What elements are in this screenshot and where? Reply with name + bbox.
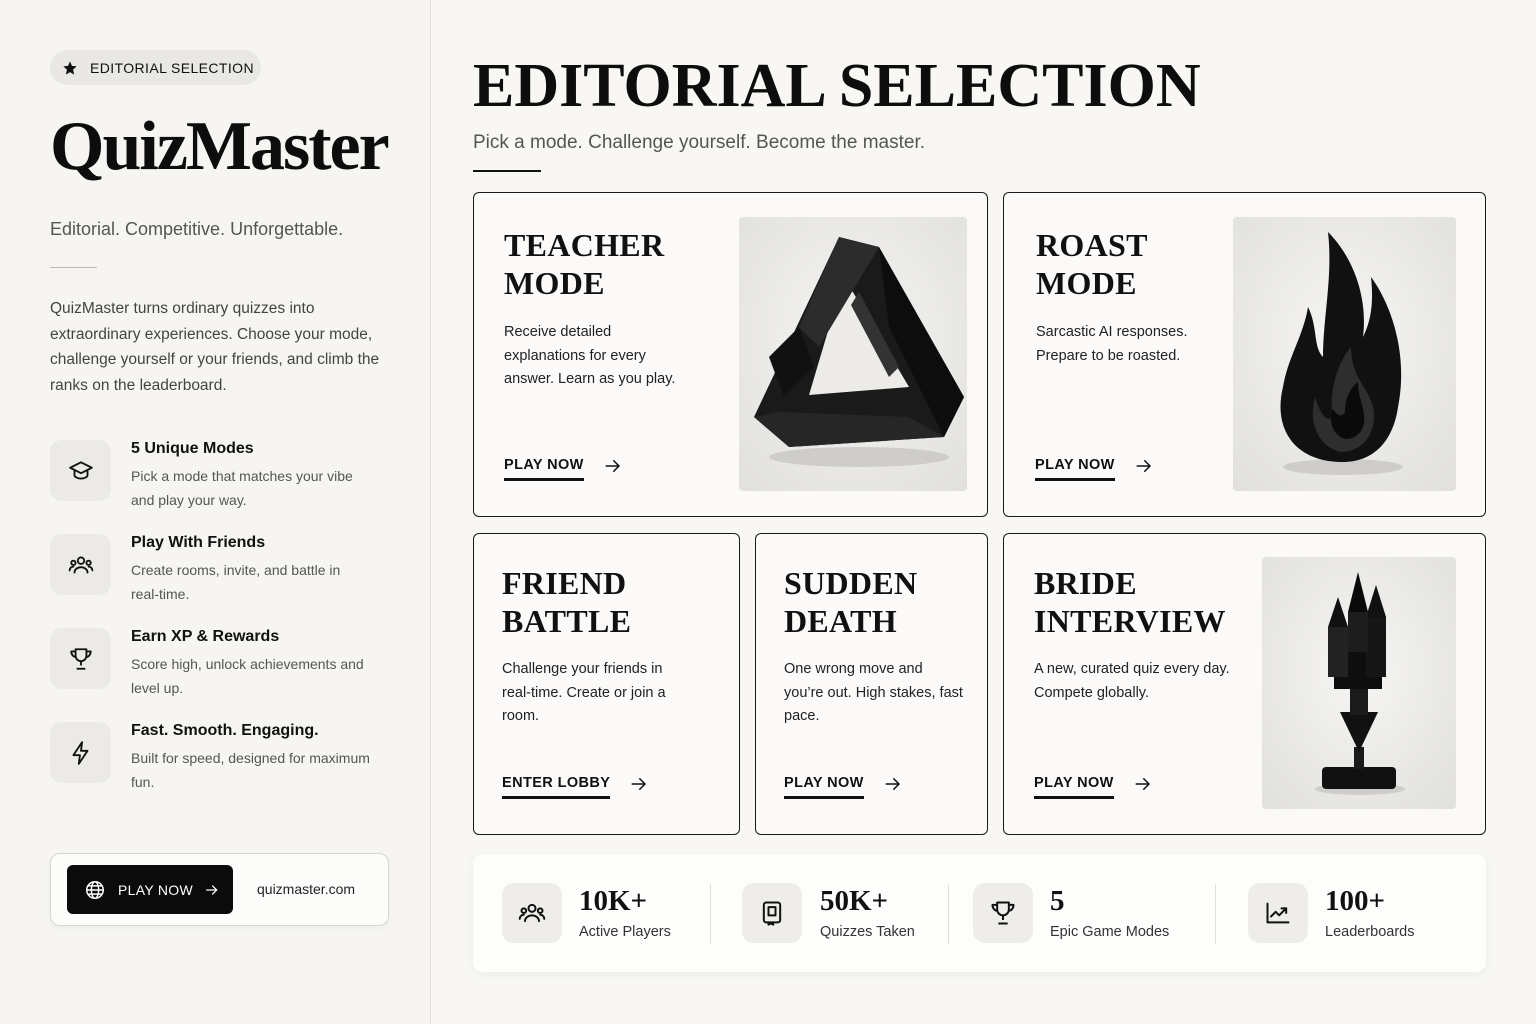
- badge-label: EDITORIAL SELECTION: [90, 59, 254, 76]
- enter-lobby-link[interactable]: ENTER LOBBY: [502, 775, 648, 799]
- feature-title: Play With Friends: [131, 534, 266, 551]
- users-icon: [50, 534, 111, 595]
- feature-desc: Create rooms, invite, and battle in real-time.: [131, 562, 341, 602]
- card-title: ROAST MODE: [1036, 227, 1148, 301]
- arrow-right-icon: [884, 775, 902, 793]
- feature-desc: Pick a mode that matches your vibe and play your way.: [131, 468, 353, 508]
- flame-sculpture-image: [1233, 217, 1456, 491]
- star-icon: [62, 60, 78, 76]
- cta-panel: [50, 853, 389, 926]
- page-title: EDITORIAL SELECTION: [473, 52, 1201, 120]
- feature-item: [50, 722, 390, 792]
- stat-divider: [710, 884, 711, 944]
- brand-logo: QuizMaster: [50, 108, 388, 185]
- feature-item: [50, 628, 390, 698]
- trophy-icon: [50, 628, 111, 689]
- site-link[interactable]: quizmaster.com: [257, 881, 356, 897]
- trending-chart-icon: [1248, 883, 1308, 943]
- stats-bar: [473, 854, 1486, 972]
- stat-label: Epic Game Modes: [1050, 924, 1170, 940]
- penrose-sculpture-image: [739, 217, 967, 491]
- trophy-icon: [973, 883, 1033, 943]
- card-title: FRIEND BATTLE: [502, 565, 632, 639]
- brand-tagline: Editorial. Competitive. Unforgettable.: [50, 219, 344, 239]
- tower-sculpture-image: [1262, 557, 1456, 809]
- arrow-right-icon: [205, 883, 219, 897]
- arrow-right-icon: [1135, 457, 1153, 475]
- intro-text: QuizMaster turns ordinary quizzes into extraordinary experiences. Choose your mode, challenge yourself or your friends, and climb the ranks on the leaderboard.: [50, 300, 380, 394]
- mode-card-teacher[interactable]: [473, 192, 988, 517]
- feature-title: Earn XP & Rewards: [131, 628, 280, 645]
- card-desc: Challenge your friends in real-time. Create or join a room.: [502, 661, 666, 724]
- feature-item: [50, 440, 390, 510]
- sidebar: [0, 0, 431, 1024]
- arrow-right-icon: [1134, 775, 1152, 793]
- play-now-button[interactable]: [67, 865, 233, 914]
- stat-value: 5: [1050, 885, 1065, 917]
- lightning-icon: [50, 722, 111, 783]
- card-desc: A new, curated quiz every day. Compete globally.: [1034, 661, 1230, 701]
- mode-card-sudden-death[interactable]: [755, 533, 988, 835]
- quiz-book-icon: [742, 883, 802, 943]
- divider: [50, 267, 97, 268]
- title-underline: [473, 170, 541, 172]
- play-now-link[interactable]: PLAY NOW: [1035, 457, 1153, 481]
- stat-divider: [1215, 884, 1216, 944]
- feature-title: 5 Unique Modes: [131, 440, 254, 457]
- stat-divider: [948, 884, 949, 944]
- editorial-badge: [50, 50, 261, 85]
- globe-icon: [84, 879, 106, 901]
- card-desc: One wrong move and you’re out. High stakes, fast pace.: [784, 661, 963, 724]
- stat-value: 100+: [1325, 885, 1386, 917]
- stat-label: Leaderboards: [1325, 924, 1415, 940]
- card-title: BRIDE INTERVIEW: [1034, 565, 1226, 639]
- feature-title: Fast. Smooth. Engaging.: [131, 722, 319, 739]
- page-subtitle: Pick a mode. Challenge yourself. Become the master.: [473, 132, 926, 153]
- stat-value: 10K+: [579, 885, 648, 917]
- users-icon: [502, 883, 562, 943]
- play-now-link[interactable]: PLAY NOW: [784, 775, 902, 799]
- play-now-link[interactable]: PLAY NOW: [504, 457, 622, 481]
- stat-label: Quizzes Taken: [820, 924, 915, 940]
- play-now-label: PLAY NOW: [118, 881, 194, 898]
- stat-label: Active Players: [579, 924, 671, 940]
- feature-desc: Built for speed, designed for maximum fun.: [131, 750, 370, 790]
- arrow-right-icon: [604, 457, 622, 475]
- mode-card-roast[interactable]: [1003, 192, 1486, 517]
- arrow-right-icon: [630, 775, 648, 793]
- card-title: SUDDEN DEATH: [784, 565, 918, 639]
- card-title: TEACHER MODE: [504, 227, 665, 301]
- feature-item: [50, 534, 390, 604]
- mode-card-bride-interview[interactable]: [1003, 533, 1486, 835]
- stat-value: 50K+: [820, 885, 889, 917]
- feature-desc: Score high, unlock achievements and level up.: [131, 656, 364, 696]
- mode-card-friend-battle[interactable]: [473, 533, 740, 835]
- play-now-link[interactable]: PLAY NOW: [1034, 775, 1152, 799]
- card-desc: Receive detailed explanations for every answer. Learn as you play.: [504, 324, 676, 387]
- card-desc: Sarcastic AI responses. Prepare to be roasted.: [1036, 324, 1188, 364]
- graduation-cap-icon: [50, 440, 111, 501]
